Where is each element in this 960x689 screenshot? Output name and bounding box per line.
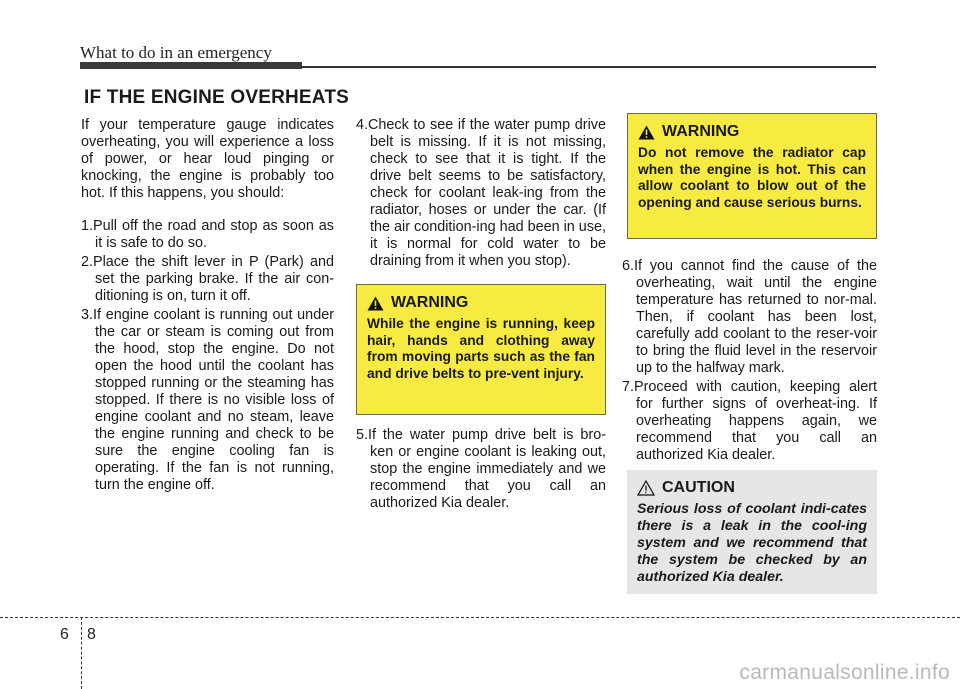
- footer-dashed-rule: [0, 617, 960, 618]
- page-number: 8: [87, 626, 96, 643]
- caution-label: CAUTION: [662, 479, 735, 496]
- caution-text: Serious loss of coolant indi-cates there is a leak in the cool-ing system and we recommend that the system be checked by an authorized Kia dealer.: [637, 501, 867, 585]
- step-1: 1.Pull off the road and stop as soon as it is safe to do so.: [81, 218, 334, 251]
- warning-header: [638, 123, 866, 141]
- caution-header: [637, 479, 867, 497]
- step-6: 6.If you cannot find the cause of the overheating, wait until the engine temperature has returned to nor-mal. Then, if coolant has been lost, carefully add coolant to the reser-voir to bring the fluid level in the reservoir up to the halfway mark.: [622, 258, 877, 376]
- step-2: 2.Place the shift lever in P (Park) and set the parking brake. If the air con-ditioning is on, turn it off.: [81, 254, 334, 304]
- warning-text: Do not remove the radiator cap when the engine is hot. This can allow coolant to blow out of the opening and cause serious burns.: [638, 145, 866, 210]
- warning-label: WARNING: [662, 123, 740, 140]
- warning-header: [367, 294, 595, 312]
- column-1: [81, 117, 334, 494]
- column-2: [356, 117, 606, 270]
- watermark-link[interactable]: carmanualsonline.info: [739, 661, 950, 684]
- chapter-number: 6: [60, 626, 69, 643]
- footer-dashed-divider: [81, 617, 82, 689]
- warning-box-moving-parts: [356, 284, 606, 415]
- step-4: 4.Check to see if the water pump drive belt is missing. If it is not missing, check to see that it is tight. If the drive belt seems to be satisfactory, check for coolant leak-ing from the radiator, hoses or under the car. (If the air condition-ing had been in use, it is normal for cold water to be draining from it when you stop).: [356, 117, 607, 269]
- step-3: 3.If engine coolant is running out under the car or steam is coming out from the hood, stop the engine. Do not open the hood until the coolant has stopped running or the steaming has stopped. If there is no visible loss of engine coolant and no steam, leave the engine running and check to be sure the engine cooling fan is operating. If the fan is not running, turn the engine off.: [81, 307, 334, 493]
- step-5: 5.If the water pump drive belt is bro-ken or engine coolant is leaking out, stop the engine immediately and we recommend that you call an authorized Kia dealer.: [356, 427, 606, 511]
- warning-triangle-icon: [367, 296, 384, 311]
- warning-label: WARNING: [391, 294, 469, 311]
- header-title: What to do in an emergency: [80, 43, 272, 62]
- section-title: IF THE ENGINE OVERHEATS: [84, 87, 349, 108]
- warning-text: While the engine is running, keep hair, hands and clothing away from moving parts such as the fan and drive belts to pre-vent injury.: [367, 316, 595, 381]
- intro-paragraph: If your temperature gauge indicates overheating, you will experience a loss of power, or hear loud pinging or knocking, the engine is probably too hot. If this happens, you should:: [81, 117, 334, 201]
- caution-triangle-icon: [637, 480, 655, 496]
- warning-triangle-icon: [638, 125, 655, 140]
- column-3: [622, 258, 877, 464]
- header-tab-bar: [80, 62, 302, 69]
- column-2-lower: [356, 427, 606, 512]
- warning-box-radiator-cap: [627, 113, 877, 239]
- step-7: 7.Proceed with caution, keeping alert for further signs of overheat-ing. If overheating happens again, we recommend that you call an authorized Kia dealer.: [622, 379, 877, 463]
- caution-box: [627, 470, 877, 594]
